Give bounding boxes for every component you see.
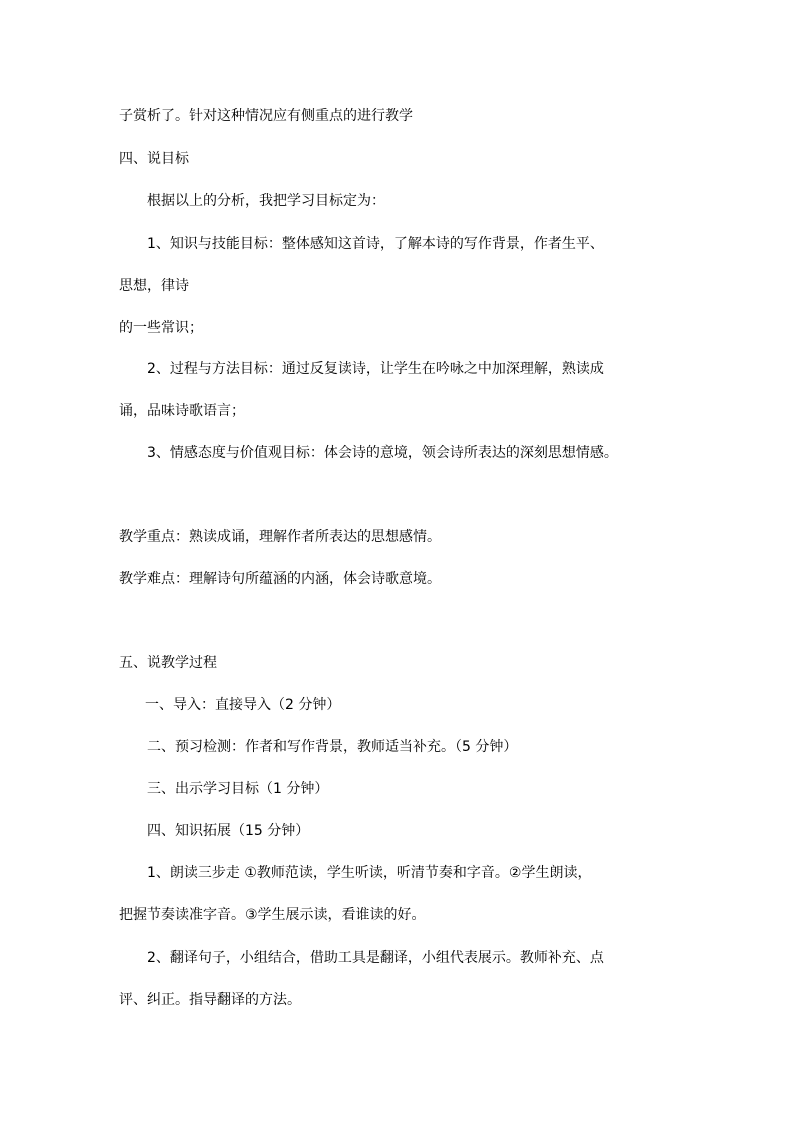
paragraph-line: 2、过程与方法目标：通过反复读诗，让学生在吟咏之中加深理解，熟读成 — [147, 361, 604, 377]
process-step: 三、出示学习目标（1 分钟） — [147, 781, 329, 797]
process-step: 一、导入：直接导入（2 分钟） — [145, 697, 341, 713]
process-step: 四、知识拓展（15 分钟） — [147, 823, 310, 839]
paragraph-line: 思想，律诗 — [119, 278, 189, 294]
section-heading: 五、说教学过程 — [119, 655, 217, 671]
paragraph-line: 3、情感态度与价值观目标：体会诗的意境，领会诗所表达的深刻思想情感。 — [147, 445, 618, 461]
paragraph-line: 2、翻译句子，小组结合，借助工具是翻译，小组代表展示。教师补充、点 — [147, 950, 604, 966]
paragraph-line: 1、知识与技能目标：整体感知这首诗，了解本诗的写作背景，作者生平、 — [147, 236, 604, 252]
paragraph-line: 1、朗读三步走 ①教师范读，学生听读，听清节奏和字音。②学生朗读， — [147, 865, 592, 881]
section-heading: 四、说目标 — [119, 151, 189, 167]
difficult-point-line: 教学难点：理解诗句所蕴涵的内涵，体会诗歌意境。 — [119, 571, 441, 587]
key-point-line: 教学重点：熟读成诵，理解作者所表达的思想感情。 — [119, 529, 441, 545]
paragraph-line: 的一些常识； — [119, 320, 203, 336]
paragraph-line: 子赏析了。针对这种情况应有侧重点的进行教学 — [119, 108, 413, 124]
process-step: 二、预习检测：作者和写作背景，教师适当补充。（5 分钟） — [147, 739, 518, 755]
paragraph-line: 诵，品味诗歌语言； — [119, 403, 245, 419]
paragraph-line: 评、纠正。指导翻译的方法。 — [119, 992, 301, 1008]
paragraph-line: 把握节奏读准字音。③学生展示读，看谁读的好。 — [119, 907, 426, 923]
paragraph-line: 根据以上的分析，我把学习目标定为： — [147, 193, 385, 209]
